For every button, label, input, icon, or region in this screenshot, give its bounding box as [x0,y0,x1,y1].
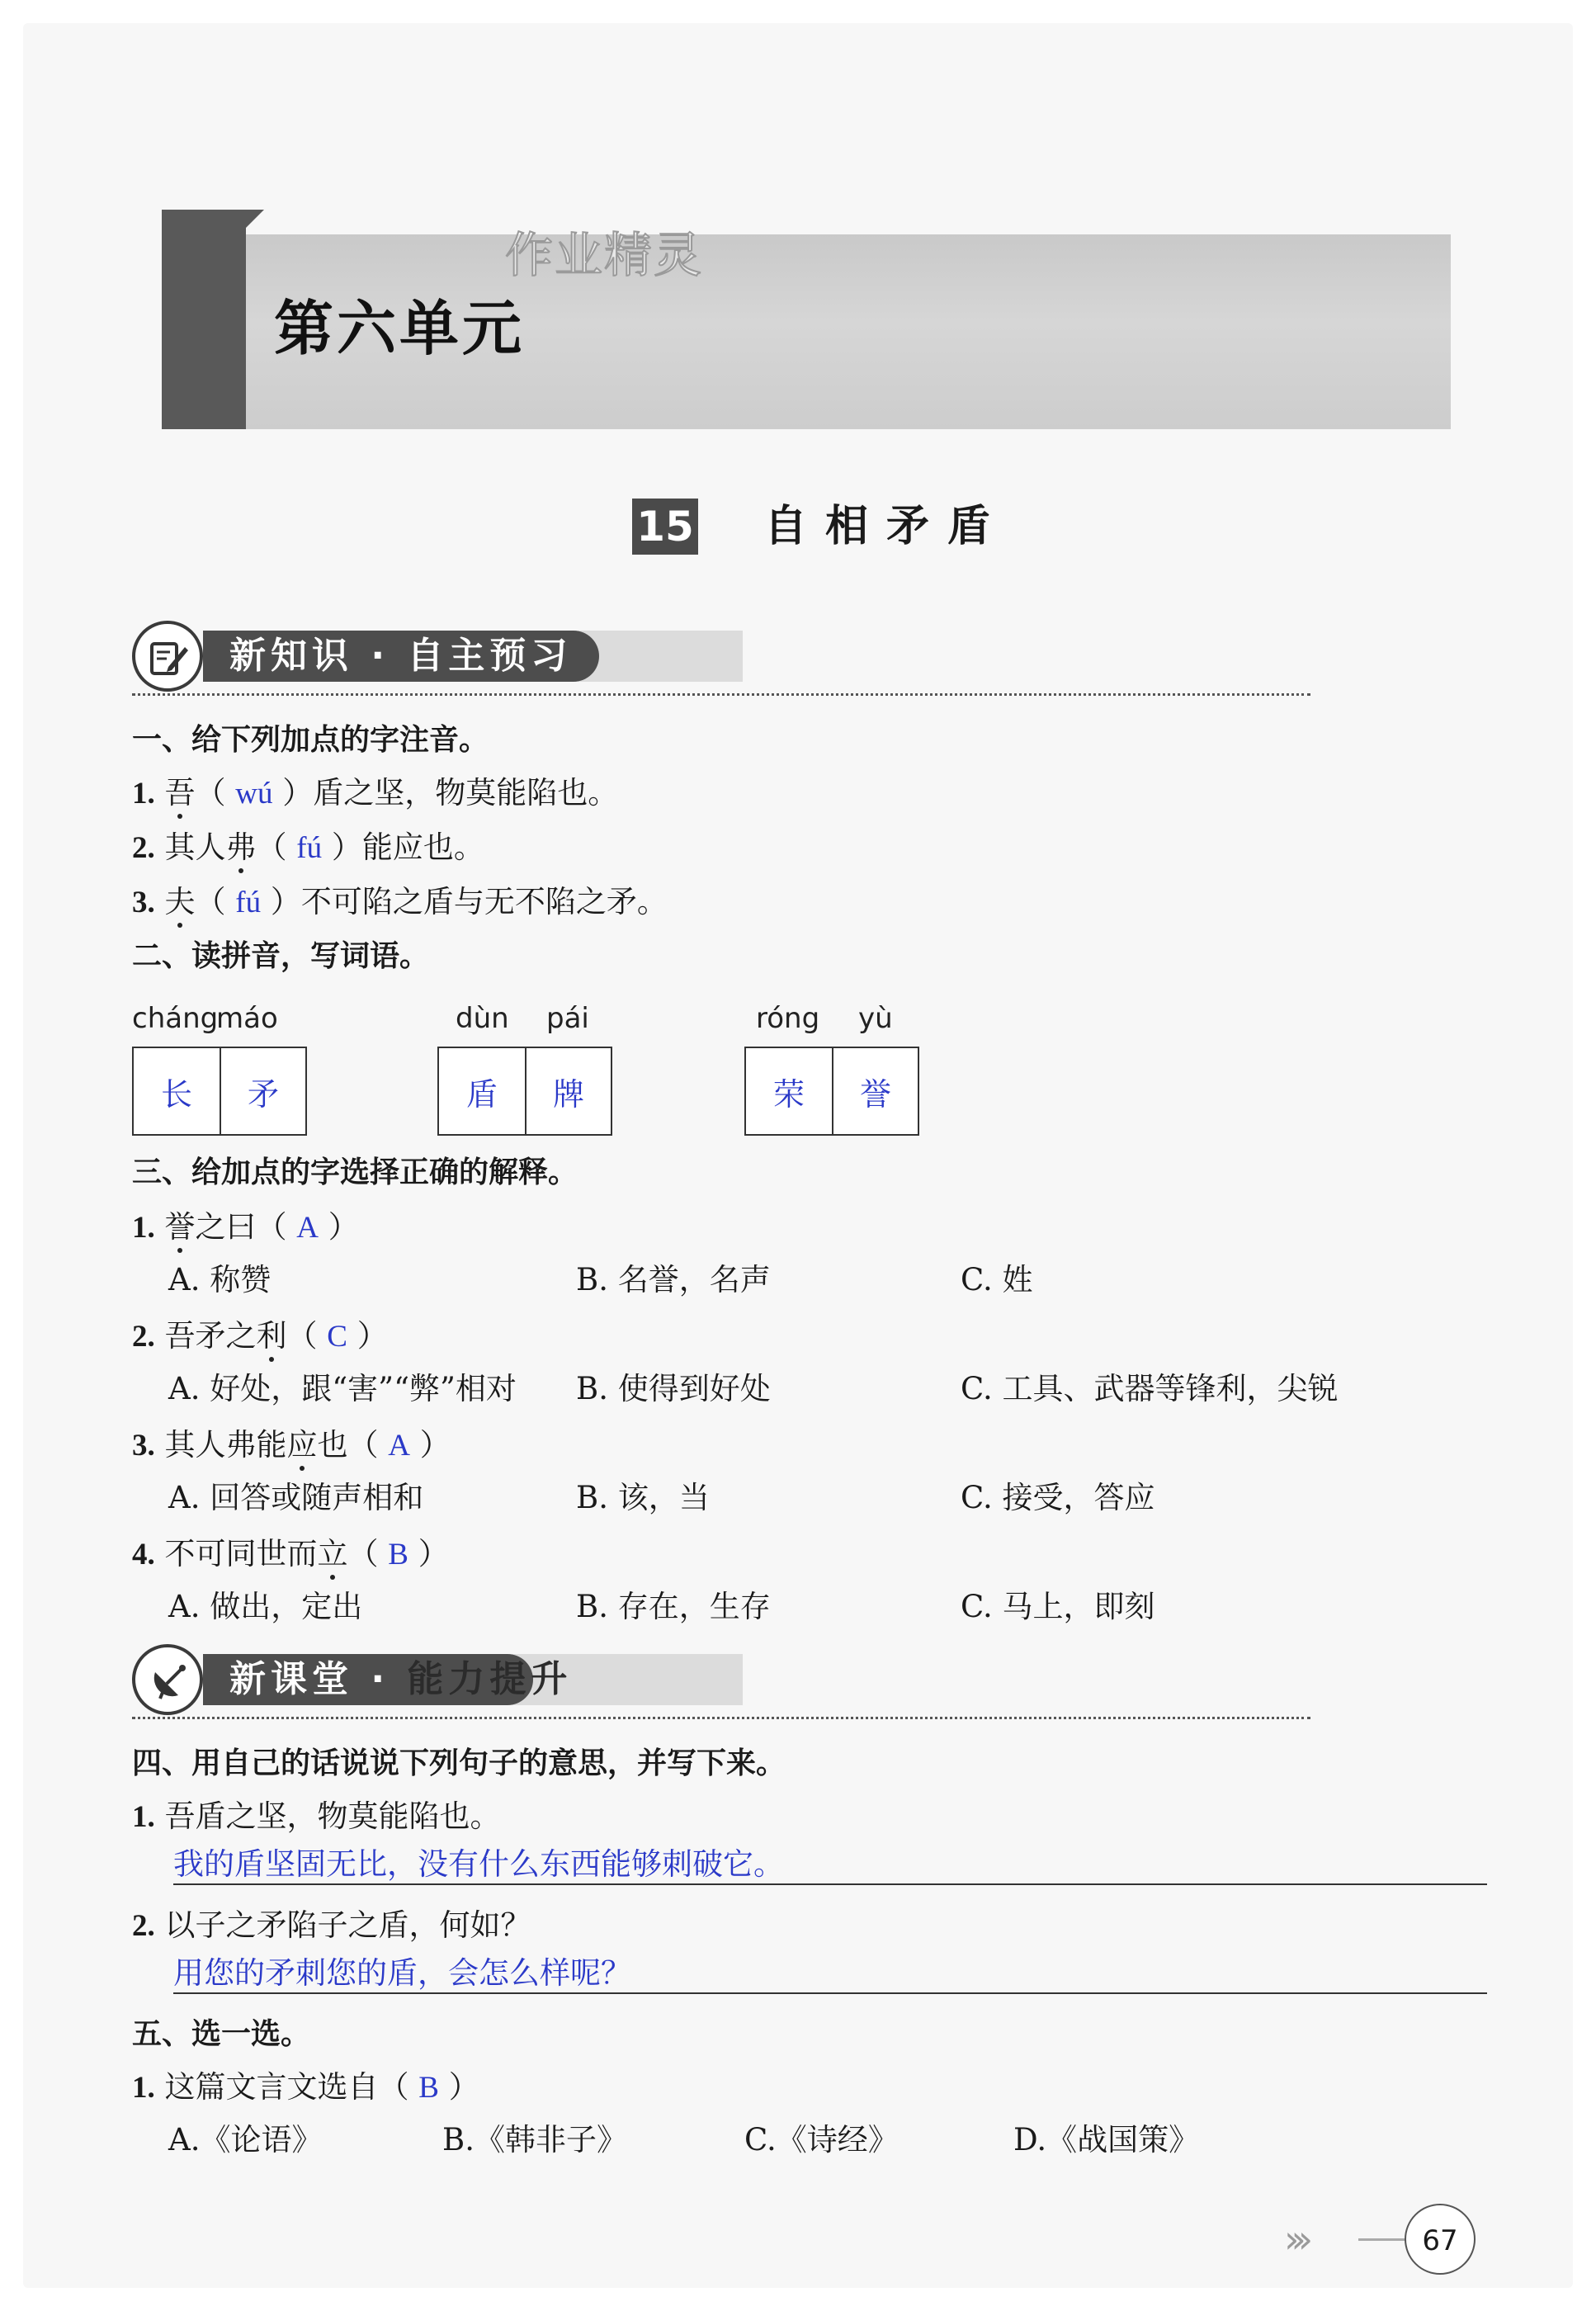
satellite-dish-icon [149,1661,190,1702]
answer-pinyin: fú [235,886,262,919]
item-text: （ [286,1318,318,1354]
item-text: 不可同世而 [164,1536,318,1571]
question-item [132,1900,531,1945]
item-text: 之曰（ [195,1209,287,1245]
answer-letter: B [388,1538,408,1571]
lesson-number: 15 [632,499,698,555]
section-sub-label: 自主预习 [407,635,573,677]
section-separator: · [371,635,390,677]
item-text: （ [347,1536,379,1571]
bracket-close: ） [282,775,314,811]
item-text: 能应也。 [361,829,484,865]
option-text: C. 马上，即刻 [961,1589,1155,1624]
answer-letter: C [327,1320,347,1354]
item-number: 3. [132,1429,155,1463]
item-number: 1. [132,777,155,811]
answer-rule [173,1883,1487,1885]
section-header-band [578,631,743,682]
section-header-classroom [132,1644,1312,1715]
question-item [132,1202,359,1246]
section-dotted-rule [132,1717,1310,1719]
question-item [132,877,668,921]
item-text: 以子之矛陷子之盾，何如？ [164,1907,531,1943]
section-icon-circle [132,621,203,692]
dotted-character: 誉 [164,1209,196,1245]
section-icon-circle [132,1644,203,1715]
bracket-close: ） [418,1536,449,1571]
section-separator: · [371,1658,390,1700]
section-dotted-rule [132,693,1310,696]
bracket-close: ） [357,1318,388,1354]
section-main-label: 新知识 [229,635,353,677]
bracket-open: （ [256,829,287,865]
answer-pinyin: fú [296,831,323,865]
question-heading: 四、用自己的话说说下列句子的意思，并写下来。 [132,1746,786,1780]
bracket-close: ） [328,1209,359,1245]
option-text: B. 该，当 [576,1480,710,1515]
answer-letter: A [296,1211,319,1245]
section-header-text [229,1656,572,1704]
item-text: 也（ [317,1427,379,1463]
question-item [132,1311,388,1355]
option-text: B. 名誉，名声 [576,1262,771,1297]
pinyin-label: pái [546,1002,589,1035]
pinyin-label: yù [858,1002,893,1035]
chevrons-icon: ››› [1284,2217,1306,2261]
item-text: 其人弗能 [164,1427,287,1463]
option-text: B. 使得到好处 [576,1371,771,1406]
answer-character: 荣 [772,1075,805,1113]
item-number: 2. [132,1909,155,1943]
unit-banner-dark-block [162,210,246,429]
unit-banner-notch [239,210,264,234]
answer-character: 长 [160,1075,192,1113]
answer-letter: A [388,1429,411,1463]
section-header-text [229,632,572,680]
option-text: C. 接受，答应 [961,1480,1155,1515]
answer-character: 牌 [525,1048,611,1134]
item-number: 1. [132,1800,155,1834]
pinyin-label: máo [216,1002,278,1035]
item-text: 吾盾之坚，物莫能陷也。 [164,1798,501,1834]
question-heading: 一、给下列加点的字注音。 [132,723,489,757]
unit-title: 第六单元 [274,293,526,363]
written-answer: 用您的矛刺您的盾，会怎么样呢？ [173,1955,631,1991]
question-item [132,1791,501,1836]
dotted-character: 立 [317,1536,348,1571]
question-item [132,822,484,867]
item-text: 盾之坚，物莫能陷也。 [313,775,619,811]
dotted-character: 利 [256,1318,287,1354]
question-item [132,1420,451,1464]
answer-character: 矛 [220,1048,305,1134]
dotted-character: 弗 [225,829,257,865]
bracket-close: ） [448,2069,479,2105]
question-item [132,768,618,812]
notepad-pencil-icon [149,637,190,678]
option-text: A. 称赞 [168,1262,272,1297]
option-text: A. 回答或随声相和 [168,1480,424,1515]
section-header-preview [132,621,1312,692]
pinyin-label: róng [756,1002,820,1035]
item-number: 4. [132,1538,155,1571]
section-sub-label: 能力提升 [407,1658,573,1700]
bracket-open: （ [195,775,226,811]
item-number: 2. [132,831,155,865]
item-text: 其人 [164,829,226,865]
tianzige-grid [744,1047,919,1136]
pinyin-label: dùn [456,1002,509,1035]
option-text: A. 好处，跟“害”“弊”相对 [168,1371,517,1406]
question-item [132,1529,449,1573]
item-text: 这篇文言文选自（ [164,2069,409,2105]
item-number: 2. [132,1320,155,1354]
written-answer: 我的盾坚固无比，没有什么东西能够刺破它。 [173,1846,784,1882]
tianzige-grid [437,1047,612,1136]
item-number: 1. [132,1211,155,1245]
bracket-open: （ [195,884,226,919]
answer-letter: B [418,2071,439,2105]
pinyin-label: cháng [132,1002,219,1035]
option-text: C. 姓 [961,1262,1033,1297]
option-text: D.《战国策》 [1013,2122,1200,2157]
option-text: A.《论语》 [168,2122,323,2157]
watermark: 作业精灵 [505,227,704,283]
item-text: 吾矛之 [164,1318,257,1354]
page-number-rule [1358,2238,1406,2241]
item-number: 1. [132,2071,155,2105]
question-item [132,2062,479,2106]
answer-character: 盾 [465,1075,498,1113]
dotted-character: 夫 [164,884,196,919]
section-main-label: 新课堂 [229,1658,353,1700]
bracket-close: ） [419,1427,451,1463]
answer-character: 誉 [832,1048,918,1134]
question-heading: 三、给加点的字选择正确的解释。 [132,1156,578,1189]
option-text: B. 存在，生存 [576,1589,771,1624]
item-text: 不可陷之盾与无不陷之矛。 [300,884,668,919]
question-heading: 五、选一选。 [132,2017,311,2051]
lesson-title: 自相矛盾 [764,501,1009,551]
bracket-close: ） [270,884,301,919]
option-text: B.《韩非子》 [442,2122,627,2157]
answer-pinyin: wú [235,777,273,811]
item-number: 3. [132,886,155,919]
question-heading: 二、读拼音，写词语。 [132,939,430,973]
dotted-character: 吾 [164,775,196,811]
bracket-close: ） [331,829,362,865]
option-text: A. 做出，定出 [168,1589,363,1624]
page-number: 67 [1405,2204,1476,2275]
option-text: C. 工具、武器等锋利，尖锐 [961,1371,1339,1406]
tianzige-grid [132,1047,307,1136]
answer-rule [173,1992,1487,1994]
option-text: C.《诗经》 [744,2122,899,2157]
dotted-character: 应 [286,1427,318,1463]
